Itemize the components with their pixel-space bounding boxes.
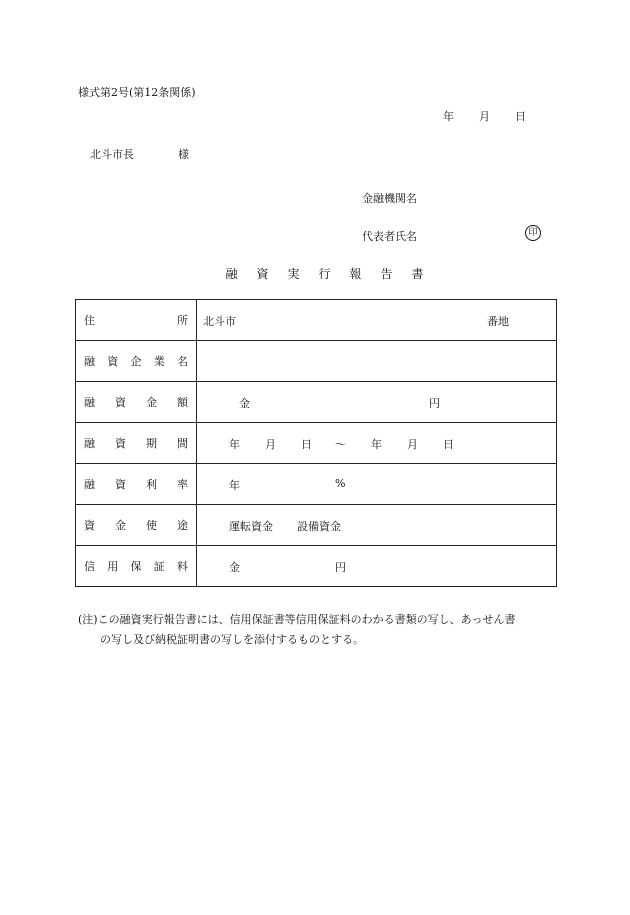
period-month-2: 月 (407, 438, 418, 451)
row-label-guarantee: 信 用 保 証 料 (76, 546, 197, 587)
date-day-label: 日 (515, 110, 526, 123)
use-equipment: 設備資金 (297, 520, 341, 533)
table-row (76, 300, 557, 341)
addressee (90, 146, 189, 162)
guarantee-yen: 円 (335, 561, 346, 574)
period-day-1: 日 (301, 438, 312, 451)
address-banchi: 番地 (487, 315, 509, 328)
date-year-label: 年 (443, 110, 454, 123)
table-row (76, 505, 557, 546)
addressee-suffix: 様 (178, 148, 189, 161)
footnote (78, 610, 558, 650)
date-month-label: 月 (479, 110, 490, 123)
row-value-guarantee (197, 546, 557, 587)
addressee-name: 北斗市長 (90, 148, 134, 161)
period-year-1: 年 (229, 438, 240, 451)
representative-label: 代表者氏名 (362, 230, 417, 243)
table-row (76, 382, 557, 423)
institution-label: 金融機関名 (362, 192, 417, 205)
row-label-period: 融 資 期 間 (76, 423, 197, 464)
row-value-use (197, 505, 557, 546)
row-label-company: 融 資 企 業 名 (76, 341, 197, 382)
row-value-period (197, 423, 557, 464)
footnote-line-1: (注)この融資実行報告書には、信用保証書等信用保証料のわかる書類の写し、あっせん書 (78, 613, 516, 626)
period-month-1: 月 (265, 438, 276, 451)
table-row (76, 546, 557, 587)
row-value-company (197, 341, 557, 382)
table-row (76, 341, 557, 382)
amount-yen: 円 (429, 397, 440, 410)
row-value-rate (197, 464, 557, 505)
form-number: 様式第2号(第12条関係) (78, 86, 196, 99)
amount-kin: 金 (239, 397, 250, 410)
rate-year: 年 (229, 479, 240, 492)
rate-percent: % (335, 477, 346, 490)
date-fields (443, 108, 526, 124)
seal-mark: 印 (525, 225, 541, 241)
footnote-line-2: の写し及び納税証明書の写しを添付するものとする。 (100, 633, 364, 646)
table-row (76, 423, 557, 464)
row-value-address (197, 300, 557, 341)
guarantee-kin: 金 (229, 561, 240, 574)
period-year-2: 年 (371, 438, 382, 451)
address-city: 北斗市 (203, 315, 236, 328)
table-row (76, 464, 557, 505)
period-day-2: 日 (443, 438, 454, 451)
row-label-address: 住 所 (76, 300, 197, 341)
report-table (75, 299, 557, 587)
row-label-amount: 融 資 金 額 (76, 382, 197, 423)
row-label-rate: 融 資 利 率 (76, 464, 197, 505)
period-tilde: ～ (335, 438, 346, 451)
row-label-use: 資 金 使 途 (76, 505, 197, 546)
document-title: 融資実行報告書 (225, 267, 443, 281)
use-operating: 運転資金 (229, 520, 273, 533)
row-value-amount (197, 382, 557, 423)
